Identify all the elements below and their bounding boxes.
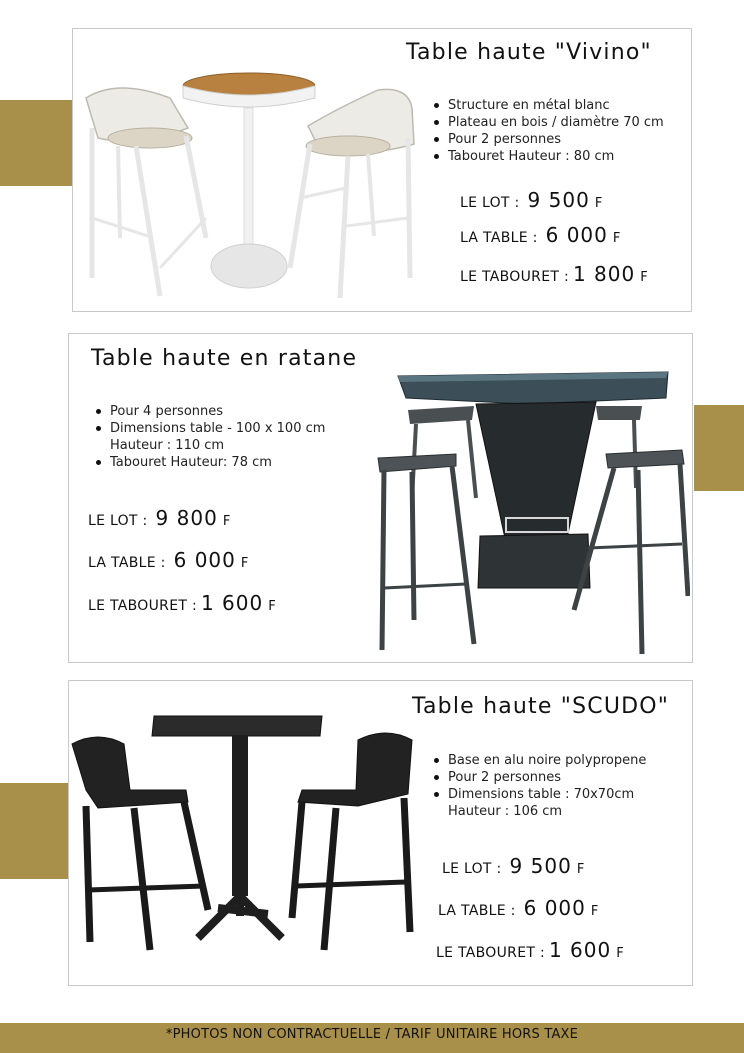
price-currency: F [268,599,276,614]
price-currency: F [594,196,603,211]
product-title: Table haute "Vivino" [406,40,652,65]
price-table [438,896,598,920]
spec-item: Tabouret Hauteur: 78 cm [94,454,325,471]
gold-accent-right-2 [694,405,744,491]
product-title: Table haute en ratane [91,346,358,371]
spec-item: Structure en métal blanc [432,97,664,114]
price-label: LE TABOURET : [436,945,545,961]
product-title: Table haute "SCUDO" [412,694,670,719]
price-value: 1 600 [200,591,264,615]
price-label: LE LOT : [442,861,502,877]
price-tabouret [460,262,648,286]
price-label: LA TABLE : [438,903,516,919]
gold-accent-left-1 [0,100,72,186]
price-value: 9 500 [509,854,572,878]
price-tabouret [436,938,624,962]
price-value: 1 800 [572,262,636,286]
footer-disclaimer: *PHOTOS NON CONTRACTUELLE / TARIF UNITAIRE HORS TAXE [165,1027,579,1042]
price-label: LE LOT : [88,513,148,529]
spec-item: Dimensions table : 70x70cm [432,786,646,803]
spec-item: Pour 2 personnes [432,769,646,786]
price-currency: F [640,270,648,285]
gold-accent-left-3 [0,783,70,879]
price-currency: F [576,862,585,877]
price-currency: F [240,556,249,571]
spec-item: Base en alu noire polypropene [432,752,646,769]
product-specs [432,97,664,165]
price-currency: F [612,231,621,246]
price-value: 9 800 [155,506,218,530]
price-lot [88,506,230,530]
price-label: LA TABLE : [88,555,166,571]
price-value: 6 000 [523,896,586,920]
scudo-product-photo [68,710,418,956]
spec-item-continued: Hauteur : 106 cm [448,804,563,819]
price-value: 1 600 [548,938,612,962]
price-label: LA TABLE : [460,230,538,246]
price-value: 6 000 [545,223,608,247]
spec-item: Pour 2 personnes [432,131,664,148]
price-label: LE TABOURET : [460,269,569,285]
price-lot [460,188,602,212]
price-value: 6 000 [173,548,236,572]
price-currency: F [222,514,231,529]
price-label: LE TABOURET : [88,598,197,614]
spec-item: Plateau en bois / diamètre 70 cm [432,114,664,131]
price-label: LE LOT : [460,195,520,211]
spec-item-continued: Hauteur : 110 cm [110,438,225,453]
product-specs [94,403,325,471]
price-value: 9 500 [527,188,590,212]
spec-item: Dimensions table - 100 x 100 cm [94,420,325,437]
price-lot [442,854,584,878]
price-tabouret [88,591,276,615]
vivino-product-photo [78,68,418,303]
product-specs [432,752,646,820]
spec-item: Tabouret Hauteur : 80 cm [432,148,664,165]
price-table [460,223,620,247]
price-currency: F [616,946,624,961]
price-currency: F [590,904,599,919]
price-table [88,548,248,572]
spec-item: Pour 4 personnes [94,403,325,420]
ratane-product-photo [376,348,690,656]
